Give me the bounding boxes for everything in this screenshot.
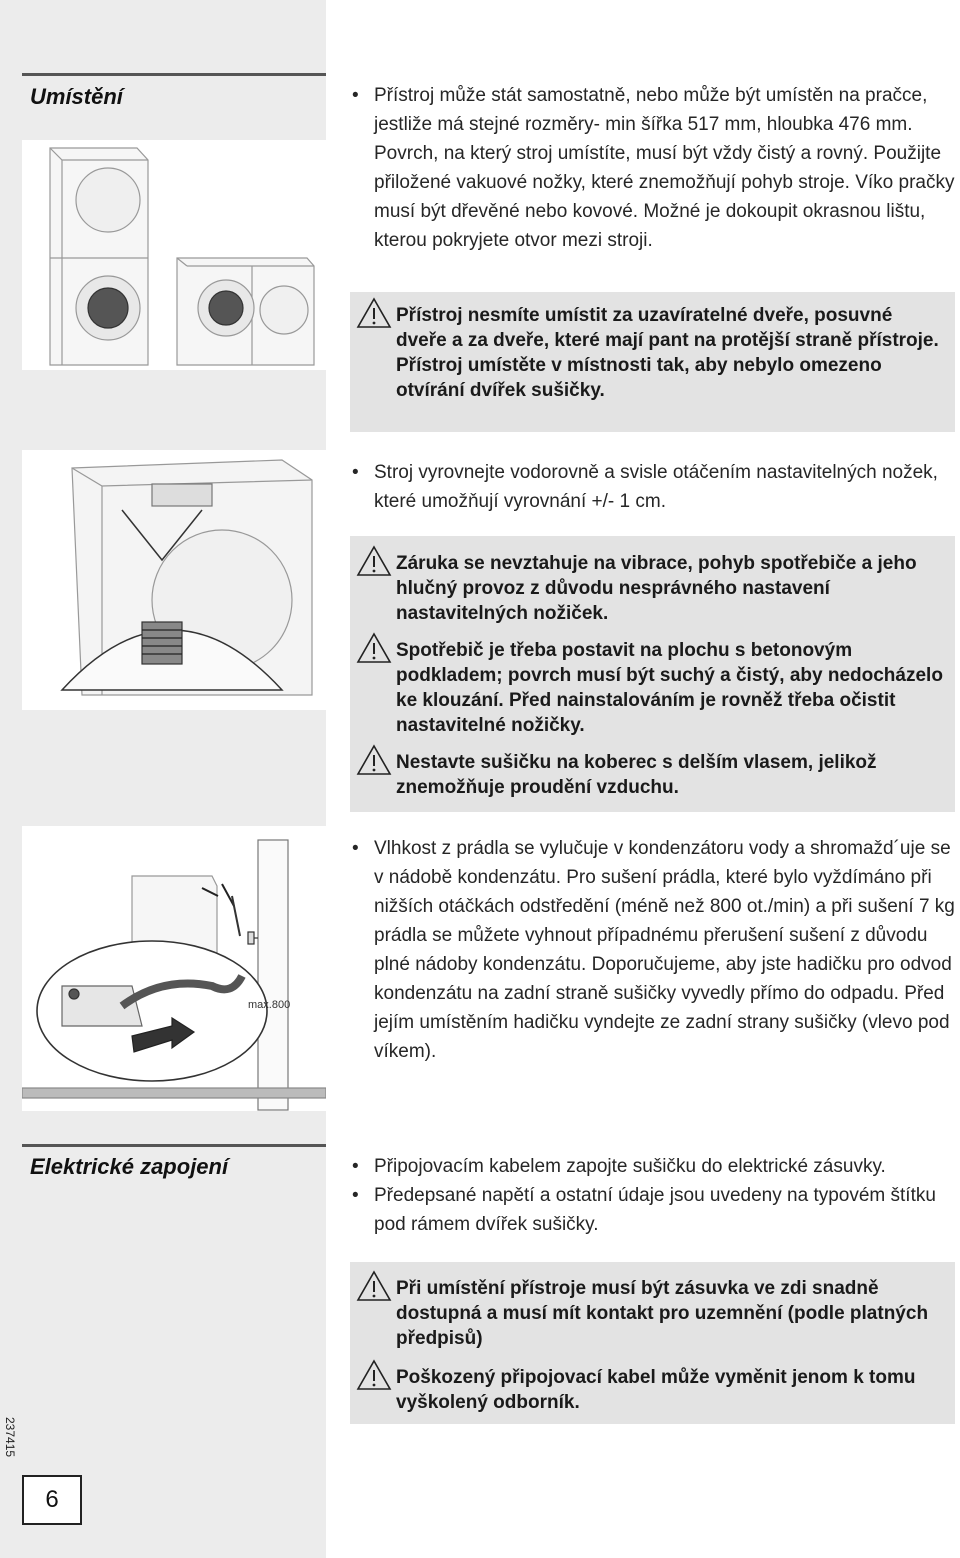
section-rule-electrical [22, 1144, 326, 1147]
warning-box-electrical [350, 1262, 955, 1424]
warning-text: Záruka se nevztahuje na vibrace, pohyb spotřebiče a jeho hlučný provoz z důvodu nesprávného nastavení nastavitelných nožiček. [396, 553, 917, 624]
list-item: • Vlhkost z prádla se vylučuje v kondenzátoru vody a shromažd´uje se v nádobě kondenzátu. Pro sušení prádla, které bylo vyždímáno při nižších otáčkách odstředění (méně než 800 ot./min) a při sušení 7 kg prádla se můžete vyhnout případnému přerušení sušení z důvodu plné nádoby kondenzátu. Doporučujeme, aby jste hadičku pro odvod kondenzátu na zadní straně sušičky vyvedly přímo do odpadu. Před jejím umístěním hadičku vyndejte ze zadní strany sušičky (vlevo pod víkem). [350, 834, 960, 1066]
warning-text: Přístroj umístěte v místnosti tak, aby nebylo omezeno otvírání dvířek sušičky. [396, 355, 882, 401]
warning-triangle-icon [356, 297, 392, 329]
list-item: • Přístroj může stát samostatně, nebo může být umístěn na pračce, jestliže má stejné rozměry- min šířka 517 mm, hloubka 476 mm. Povrch, na který stroj umístíte, musí být vždy čistý a rovný. Použijte přiložené vakuové nožky, které znemožňují pohyb stroje. Víko pračky musí být dřevěné nebo kovové. Možné je dokoupit okrasnou lištu, kterou pokryjete otvor mezi stroji. [350, 81, 960, 255]
warning-item [350, 1365, 947, 1415]
document-number: 237415 [3, 1417, 17, 1458]
warning-triangle-icon [356, 632, 392, 664]
warning-text: Nestavte sušičku na koberec s delším vlasem, jelikož znemožňuje proudění vzduchu. [396, 752, 877, 798]
placement-bullets-2 [350, 458, 960, 516]
page-number: 6 [22, 1475, 82, 1525]
warning-triangle-icon [356, 1270, 392, 1302]
warning-item [350, 551, 947, 626]
list-item: • Předepsané napětí a ostatní údaje jsou uvedeny na typovém štítku pod rámem dvířek sušičky. [350, 1181, 960, 1239]
figure-leveling-feet [22, 450, 326, 710]
figure-condensate-hose [22, 826, 326, 1111]
figure-label-max: max.800 [248, 999, 291, 1011]
warning-text: Spotřebič je třeba postavit na plochu s betonovým podkladem; povrch musí být suchý a čistý, aby nedocházelo ke klouzání. Před nainstalováním je rovněž třeba očistit nastavitelné nožičky. [396, 640, 943, 736]
placement-bullets-1 [350, 81, 960, 255]
section-title-electrical: Elektrické zapojení [30, 1154, 229, 1179]
warning-box-installation [350, 536, 955, 812]
figure-stacked-appliances [22, 140, 326, 370]
warning-item [350, 1276, 947, 1351]
warning-text: Poškozený připojovací kabel může vyměnit jenom k tomu vyškolený odborník. [396, 1367, 916, 1413]
warning-box-door [350, 292, 955, 432]
section-rule-placement [22, 73, 326, 76]
warning-item [350, 303, 947, 403]
warning-triangle-icon [356, 744, 392, 776]
warning-item [350, 750, 947, 800]
electrical-bullets [350, 1152, 960, 1239]
list-item: • Stroj vyrovnejte vodorovně a svisle otáčením nastavitelných nožek, které umožňují vyrovnání +/- 1 cm. [350, 458, 960, 516]
placement-bullets-3 [350, 834, 960, 1066]
list-item: • Připojovacím kabelem zapojte sušičku do elektrické zásuvky. [350, 1152, 960, 1181]
section-title-placement: Umístění [30, 84, 123, 109]
warning-item [350, 638, 947, 738]
warning-triangle-icon [356, 1359, 392, 1391]
warning-text: Při umístění přístroje musí být zásuvka ve zdi snadně dostupná a musí mít kontakt pro uzemnění (podle platných předpisů) [396, 1278, 929, 1349]
warning-text: Přístroj nesmíte umístit za uzavíratelné dveře, posuvné dveře a za dveře, které mají pant na protější straně přístroje. [396, 305, 939, 351]
warning-triangle-icon [356, 545, 392, 577]
